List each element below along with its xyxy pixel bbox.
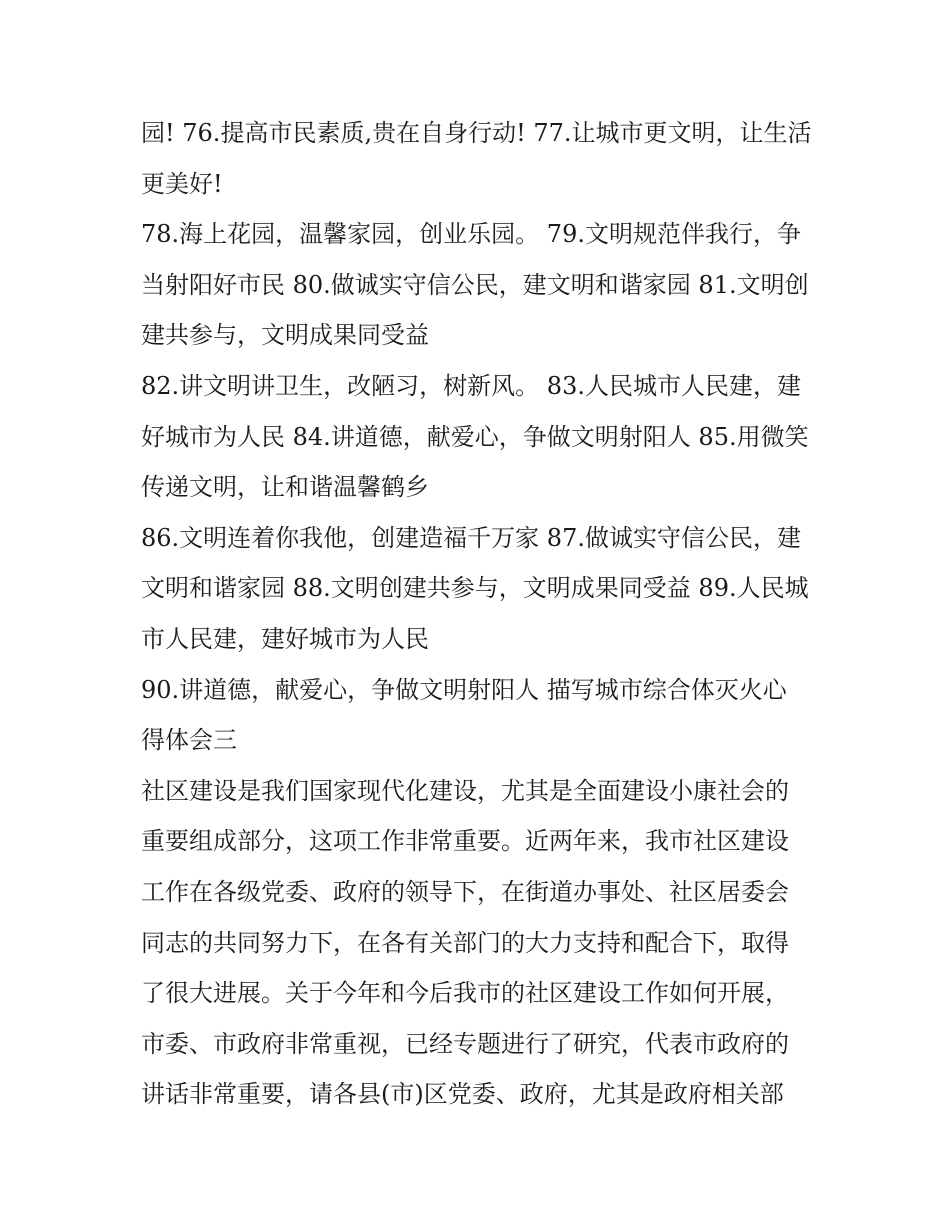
text-line: 文明和谐家园 88.文明创建共参与，文明成果同受益 89.人民城: [141, 574, 809, 603]
text-line: 市人民建，建好城市为人民: [141, 624, 429, 653]
text-line: 工作在各级党委、政府的领导下，在街道办事处、社区居委会: [141, 877, 789, 906]
document-body: [141, 108, 821, 1120]
text-line: 重要组成部分，这项工作非常重要。近两年来，我市社区建设: [141, 827, 789, 856]
text-line: 当射阳好市民 80.做诚实守信公民，建文明和谐家园 81.文明创: [141, 270, 809, 299]
text-line: 90.讲道德，献爱心，争做文明射阳人 描写城市综合体灭火心: [141, 675, 787, 704]
text-line: 同志的共同努力下，在各有关部门的大力支持和配合下，取得: [141, 928, 789, 957]
text-line: 建共参与，文明成果同受益: [141, 321, 429, 350]
text-line: 82.讲文明讲卫生，改陋习，树新风。 83.人民城市人民建，建: [141, 371, 801, 400]
text-line: 市委、市政府非常重视，已经专题进行了研究，代表市政府的: [141, 1029, 789, 1058]
text-line: 86.文明连着你我他，创建造福千万家 87.做诚实守信公民，建: [141, 523, 801, 552]
text-line: 园! 76.提高市民素质,贵在自身行动! 77.让城市更文明，让生活: [141, 119, 812, 147]
text-line: 社区建设是我们国家现代化建设，尤其是全面建设小康社会的: [141, 776, 789, 805]
text-line: 讲话非常重要，请各县(市)区党委、政府，尤其是政府相关部: [141, 1080, 784, 1109]
text-line: 了很大进展。关于今年和今后我市的社区建设工作如何开展，: [141, 979, 789, 1008]
text-line: 78.海上花园，温馨家园，创业乐园。 79.文明规范伴我行，争: [141, 220, 801, 249]
text-line: 好城市为人民 84.讲道德，献爱心，争做文明射阳人 85.用微笑: [141, 422, 809, 451]
text-line: 得体会三: [141, 726, 237, 755]
text-line: 更美好!: [141, 169, 223, 198]
text-line: 传递文明，让和谐温馨鹤乡: [141, 473, 429, 502]
